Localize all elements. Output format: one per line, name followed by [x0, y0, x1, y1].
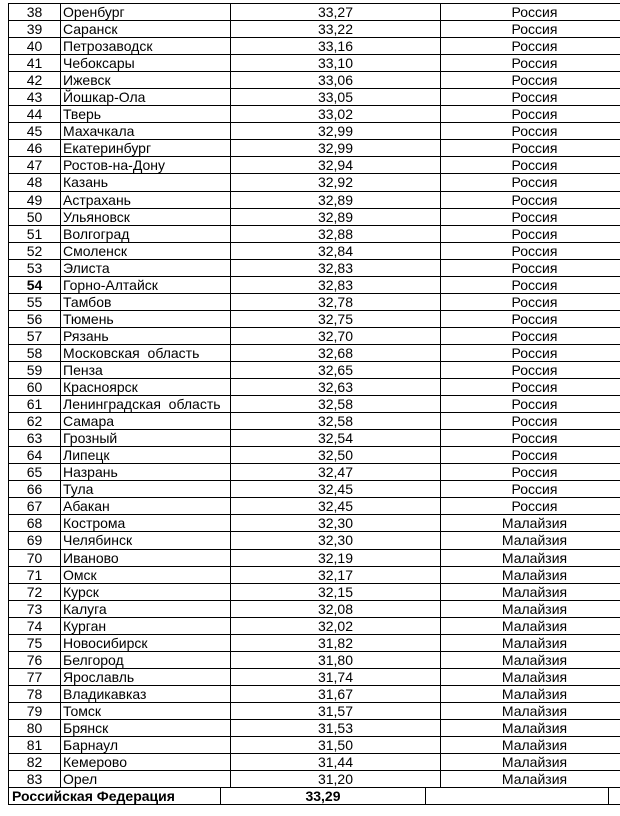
rank-cell: 81	[9, 737, 61, 754]
rank-cell: 58	[9, 344, 61, 361]
city-cell: Тамбов	[61, 293, 231, 310]
rank-cell: 43	[9, 89, 61, 106]
city-cell: Грозный	[61, 430, 231, 447]
table-row	[9, 361, 620, 378]
country-cell: Малайзия	[441, 600, 620, 617]
ranking-table	[8, 3, 620, 788]
rank-cell: 42	[9, 72, 61, 89]
table-row	[9, 481, 620, 498]
footer-empty-cell	[426, 788, 609, 804]
city-cell: Красноярск	[61, 379, 231, 396]
city-cell: Белгород	[61, 651, 231, 668]
rank-cell: 64	[9, 447, 61, 464]
value-cell: 32,45	[231, 481, 441, 498]
country-cell: Россия	[441, 106, 620, 123]
value-cell: 33,02	[231, 106, 441, 123]
table-row	[9, 21, 620, 38]
city-cell: Тула	[61, 481, 231, 498]
country-cell: Россия	[441, 242, 620, 259]
city-cell: Назрань	[61, 464, 231, 481]
table-footer-row	[8, 787, 620, 805]
value-cell: 32,84	[231, 242, 441, 259]
city-cell: Рязань	[61, 327, 231, 344]
value-cell: 33,10	[231, 55, 441, 72]
value-cell: 32,92	[231, 174, 441, 191]
table-row	[9, 72, 620, 89]
city-cell: Владикавказ	[61, 685, 231, 702]
rank-cell: 72	[9, 583, 61, 600]
country-cell: Малайзия	[441, 754, 620, 771]
footer-value: 33,29	[221, 788, 426, 804]
country-cell: Россия	[441, 89, 620, 106]
city-cell: Иваново	[61, 549, 231, 566]
country-cell: Россия	[441, 310, 620, 327]
country-cell: Россия	[441, 225, 620, 242]
rank-cell: 73	[9, 600, 61, 617]
country-cell: Малайзия	[441, 549, 620, 566]
table-row	[9, 515, 620, 532]
table-row	[9, 617, 620, 634]
value-cell: 32,68	[231, 344, 441, 361]
value-cell: 32,17	[231, 566, 441, 583]
country-cell: Россия	[441, 481, 620, 498]
city-cell: Саранск	[61, 21, 231, 38]
city-cell: Петрозаводск	[61, 38, 231, 55]
rank-cell: 48	[9, 174, 61, 191]
table-row	[9, 719, 620, 736]
rank-cell: 77	[9, 668, 61, 685]
city-cell: Элиста	[61, 259, 231, 276]
table-row	[9, 396, 620, 413]
rank-cell: 51	[9, 225, 61, 242]
value-cell: 33,22	[231, 21, 441, 38]
country-cell: Россия	[441, 174, 620, 191]
table-row	[9, 310, 620, 327]
country-cell: Россия	[441, 21, 620, 38]
city-cell: Липецк	[61, 447, 231, 464]
country-cell: Россия	[441, 344, 620, 361]
country-cell: Россия	[441, 413, 620, 430]
rank-cell: 69	[9, 532, 61, 549]
table-row	[9, 327, 620, 344]
value-cell: 33,05	[231, 89, 441, 106]
city-cell: Ульяновск	[61, 208, 231, 225]
value-cell: 32,63	[231, 379, 441, 396]
city-cell: Кемерово	[61, 754, 231, 771]
city-cell: Курск	[61, 583, 231, 600]
rank-cell: 71	[9, 566, 61, 583]
city-cell: Томск	[61, 702, 231, 719]
city-cell: Самара	[61, 413, 231, 430]
city-cell: Йошкар-Ола	[61, 89, 231, 106]
value-cell: 32,30	[231, 532, 441, 549]
value-cell: 32,30	[231, 515, 441, 532]
value-cell: 32,99	[231, 140, 441, 157]
country-cell: Малайзия	[441, 668, 620, 685]
table-row	[9, 651, 620, 668]
rank-cell: 75	[9, 634, 61, 651]
country-cell: Россия	[441, 276, 620, 293]
table-row	[9, 754, 620, 771]
country-cell: Малайзия	[441, 617, 620, 634]
value-cell: 32,45	[231, 498, 441, 515]
rank-cell: 65	[9, 464, 61, 481]
city-cell: Новосибирск	[61, 634, 231, 651]
value-cell: 31,57	[231, 702, 441, 719]
table-row	[9, 532, 620, 549]
value-cell: 32,08	[231, 600, 441, 617]
rank-cell: 80	[9, 719, 61, 736]
country-cell: Россия	[441, 430, 620, 447]
country-cell: Малайзия	[441, 771, 620, 788]
rank-cell: 49	[9, 191, 61, 208]
value-cell: 32,58	[231, 413, 441, 430]
table-row	[9, 634, 620, 651]
rank-cell: 78	[9, 685, 61, 702]
table-row	[9, 259, 620, 276]
country-cell: Россия	[441, 72, 620, 89]
value-cell: 32,88	[231, 225, 441, 242]
table-row	[9, 600, 620, 617]
country-cell: Малайзия	[441, 566, 620, 583]
ranking-table-body	[9, 4, 620, 788]
city-cell: Чебоксары	[61, 55, 231, 72]
table-row	[9, 55, 620, 72]
country-cell: Малайзия	[441, 583, 620, 600]
table-row	[9, 293, 620, 310]
city-cell: Смоленск	[61, 242, 231, 259]
city-cell: Московская область	[61, 344, 231, 361]
city-cell: Астрахань	[61, 191, 231, 208]
country-cell: Малайзия	[441, 651, 620, 668]
table-row	[9, 430, 620, 447]
city-cell: Пенза	[61, 361, 231, 378]
country-cell: Россия	[441, 396, 620, 413]
table-row	[9, 379, 620, 396]
value-cell: 31,20	[231, 771, 441, 788]
value-cell: 32,58	[231, 396, 441, 413]
table-row	[9, 549, 620, 566]
rank-cell: 66	[9, 481, 61, 498]
city-cell: Челябинск	[61, 532, 231, 549]
country-cell: Малайзия	[441, 515, 620, 532]
value-cell: 33,16	[231, 38, 441, 55]
country-cell: Россия	[441, 293, 620, 310]
rank-cell: 46	[9, 140, 61, 157]
table-row	[9, 191, 620, 208]
country-cell: Малайзия	[441, 737, 620, 754]
table-row	[9, 464, 620, 481]
rank-cell: 70	[9, 549, 61, 566]
value-cell: 32,65	[231, 361, 441, 378]
rank-cell: 60	[9, 379, 61, 396]
city-cell: Волгоград	[61, 225, 231, 242]
rank-cell: 39	[9, 21, 61, 38]
value-cell: 33,27	[231, 4, 441, 21]
value-cell: 32,94	[231, 157, 441, 174]
rank-cell: 41	[9, 55, 61, 72]
value-cell: 32,89	[231, 208, 441, 225]
city-cell: Ярославль	[61, 668, 231, 685]
country-cell: Малайзия	[441, 719, 620, 736]
country-cell: Россия	[441, 447, 620, 464]
rank-cell: 47	[9, 157, 61, 174]
rank-cell: 38	[9, 4, 61, 21]
table-row	[9, 668, 620, 685]
table-row	[9, 583, 620, 600]
value-cell: 31,80	[231, 651, 441, 668]
country-cell: Россия	[441, 55, 620, 72]
country-cell: Россия	[441, 4, 620, 21]
table-row	[9, 208, 620, 225]
value-cell: 32,47	[231, 464, 441, 481]
table-row	[9, 413, 620, 430]
country-cell: Малайзия	[441, 702, 620, 719]
table-row	[9, 242, 620, 259]
table-row	[9, 737, 620, 754]
rank-cell: 54	[9, 276, 61, 293]
rank-cell: 68	[9, 515, 61, 532]
table-row	[9, 140, 620, 157]
table-row	[9, 4, 620, 21]
country-cell: Россия	[441, 38, 620, 55]
rank-cell: 45	[9, 123, 61, 140]
city-cell: Ижевск	[61, 72, 231, 89]
table-row	[9, 566, 620, 583]
value-cell: 32,19	[231, 549, 441, 566]
value-cell: 32,50	[231, 447, 441, 464]
table-row	[9, 106, 620, 123]
table-row	[9, 702, 620, 719]
table-row	[9, 174, 620, 191]
city-cell: Барнаул	[61, 737, 231, 754]
rank-cell: 52	[9, 242, 61, 259]
country-cell: Россия	[441, 259, 620, 276]
value-cell: 31,50	[231, 737, 441, 754]
table-row	[9, 225, 620, 242]
rank-cell: 62	[9, 413, 61, 430]
ranking-table-sheet	[8, 3, 620, 805]
rank-cell: 61	[9, 396, 61, 413]
value-cell: 32,15	[231, 583, 441, 600]
table-row	[9, 89, 620, 106]
value-cell: 31,67	[231, 685, 441, 702]
table-row	[9, 38, 620, 55]
country-cell: Россия	[441, 327, 620, 344]
table-row	[9, 498, 620, 515]
value-cell: 32,83	[231, 276, 441, 293]
city-cell: Оренбург	[61, 4, 231, 21]
value-cell: 32,70	[231, 327, 441, 344]
country-cell: Малайзия	[441, 634, 620, 651]
city-cell: Казань	[61, 174, 231, 191]
rank-cell: 63	[9, 430, 61, 447]
value-cell: 33,06	[231, 72, 441, 89]
rank-cell: 53	[9, 259, 61, 276]
country-cell: Россия	[441, 140, 620, 157]
country-cell: Малайзия	[441, 532, 620, 549]
footer-label: Российская Федерация	[9, 788, 221, 804]
city-cell: Абакан	[61, 498, 231, 515]
rank-cell: 67	[9, 498, 61, 515]
rank-cell: 40	[9, 38, 61, 55]
rank-cell: 59	[9, 361, 61, 378]
country-cell: Россия	[441, 157, 620, 174]
country-cell: Россия	[441, 208, 620, 225]
city-cell: Махачкала	[61, 123, 231, 140]
table-row	[9, 685, 620, 702]
rank-cell: 57	[9, 327, 61, 344]
value-cell: 31,82	[231, 634, 441, 651]
rank-cell: 79	[9, 702, 61, 719]
table-row	[9, 157, 620, 174]
value-cell: 31,53	[231, 719, 441, 736]
country-cell: Россия	[441, 498, 620, 515]
rank-cell: 74	[9, 617, 61, 634]
rank-cell: 76	[9, 651, 61, 668]
city-cell: Ростов-на-Дону	[61, 157, 231, 174]
table-row	[9, 771, 620, 788]
city-cell: Тюмень	[61, 310, 231, 327]
city-cell: Орел	[61, 771, 231, 788]
value-cell: 32,78	[231, 293, 441, 310]
rank-cell: 50	[9, 208, 61, 225]
city-cell: Тверь	[61, 106, 231, 123]
city-cell: Горно-Алтайск	[61, 276, 231, 293]
country-cell: Россия	[441, 379, 620, 396]
rank-cell: 83	[9, 771, 61, 788]
rank-cell: 82	[9, 754, 61, 771]
value-cell: 32,02	[231, 617, 441, 634]
value-cell: 32,99	[231, 123, 441, 140]
city-cell: Курган	[61, 617, 231, 634]
city-cell: Кострома	[61, 515, 231, 532]
country-cell: Малайзия	[441, 685, 620, 702]
value-cell: 32,89	[231, 191, 441, 208]
city-cell: Брянск	[61, 719, 231, 736]
value-cell: 32,54	[231, 430, 441, 447]
city-cell: Екатеринбург	[61, 140, 231, 157]
rank-cell: 55	[9, 293, 61, 310]
table-row	[9, 447, 620, 464]
city-cell: Ленинградская область	[61, 396, 231, 413]
value-cell: 31,44	[231, 754, 441, 771]
table-row	[9, 276, 620, 293]
country-cell: Россия	[441, 361, 620, 378]
city-cell: Калуга	[61, 600, 231, 617]
table-row	[9, 123, 620, 140]
country-cell: Россия	[441, 123, 620, 140]
value-cell: 32,83	[231, 259, 441, 276]
country-cell: Россия	[441, 464, 620, 481]
value-cell: 31,74	[231, 668, 441, 685]
rank-cell: 56	[9, 310, 61, 327]
value-cell: 32,75	[231, 310, 441, 327]
country-cell: Россия	[441, 191, 620, 208]
city-cell: Омск	[61, 566, 231, 583]
rank-cell: 44	[9, 106, 61, 123]
table-row	[9, 344, 620, 361]
footer-edge-cell	[609, 788, 620, 804]
